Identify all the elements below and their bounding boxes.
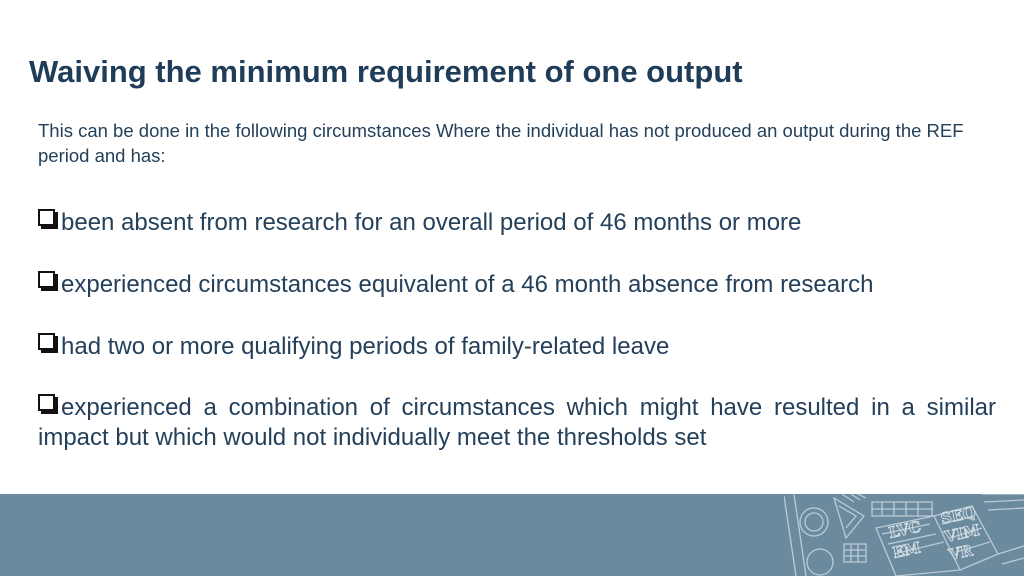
- bullet-item: [38, 332, 996, 362]
- crest-text-lvc: LVC: [887, 517, 923, 542]
- crest-text-seq: SEQ: [939, 502, 978, 528]
- bullet-text: experienced a combination of circumstances which might have resulted in a similar impact but which would not individually meet the thresholds set: [38, 394, 996, 451]
- bullet-text: had two or more qualifying periods of family-related leave: [61, 333, 670, 360]
- university-crest-icon: [784, 494, 1024, 576]
- bullet-item: [38, 270, 996, 300]
- bullet-item: [38, 208, 996, 238]
- slide-title: Waiving the minimum requirement of one output: [29, 54, 743, 89]
- intro-text: This can be done in the following circumstances Where the individual has not produced an output during the REF period and has:: [38, 120, 964, 166]
- footer-band: [0, 494, 1024, 576]
- crest-text-vr: VR: [947, 541, 975, 564]
- checkbox-bullet-icon: [38, 271, 55, 288]
- checkbox-bullet-icon: [38, 333, 55, 350]
- bullet-item: [38, 393, 996, 453]
- crest-text-vim: VIM: [943, 520, 982, 546]
- crest-text-em: EM: [891, 538, 923, 562]
- checkbox-bullet-icon: [38, 394, 55, 411]
- bullet-text: been absent from research for an overall period of 46 months or more: [61, 209, 802, 236]
- bullet-text: experienced circumstances equivalent of a 46 month absence from research: [61, 271, 874, 298]
- checkbox-bullet-icon: [38, 209, 55, 226]
